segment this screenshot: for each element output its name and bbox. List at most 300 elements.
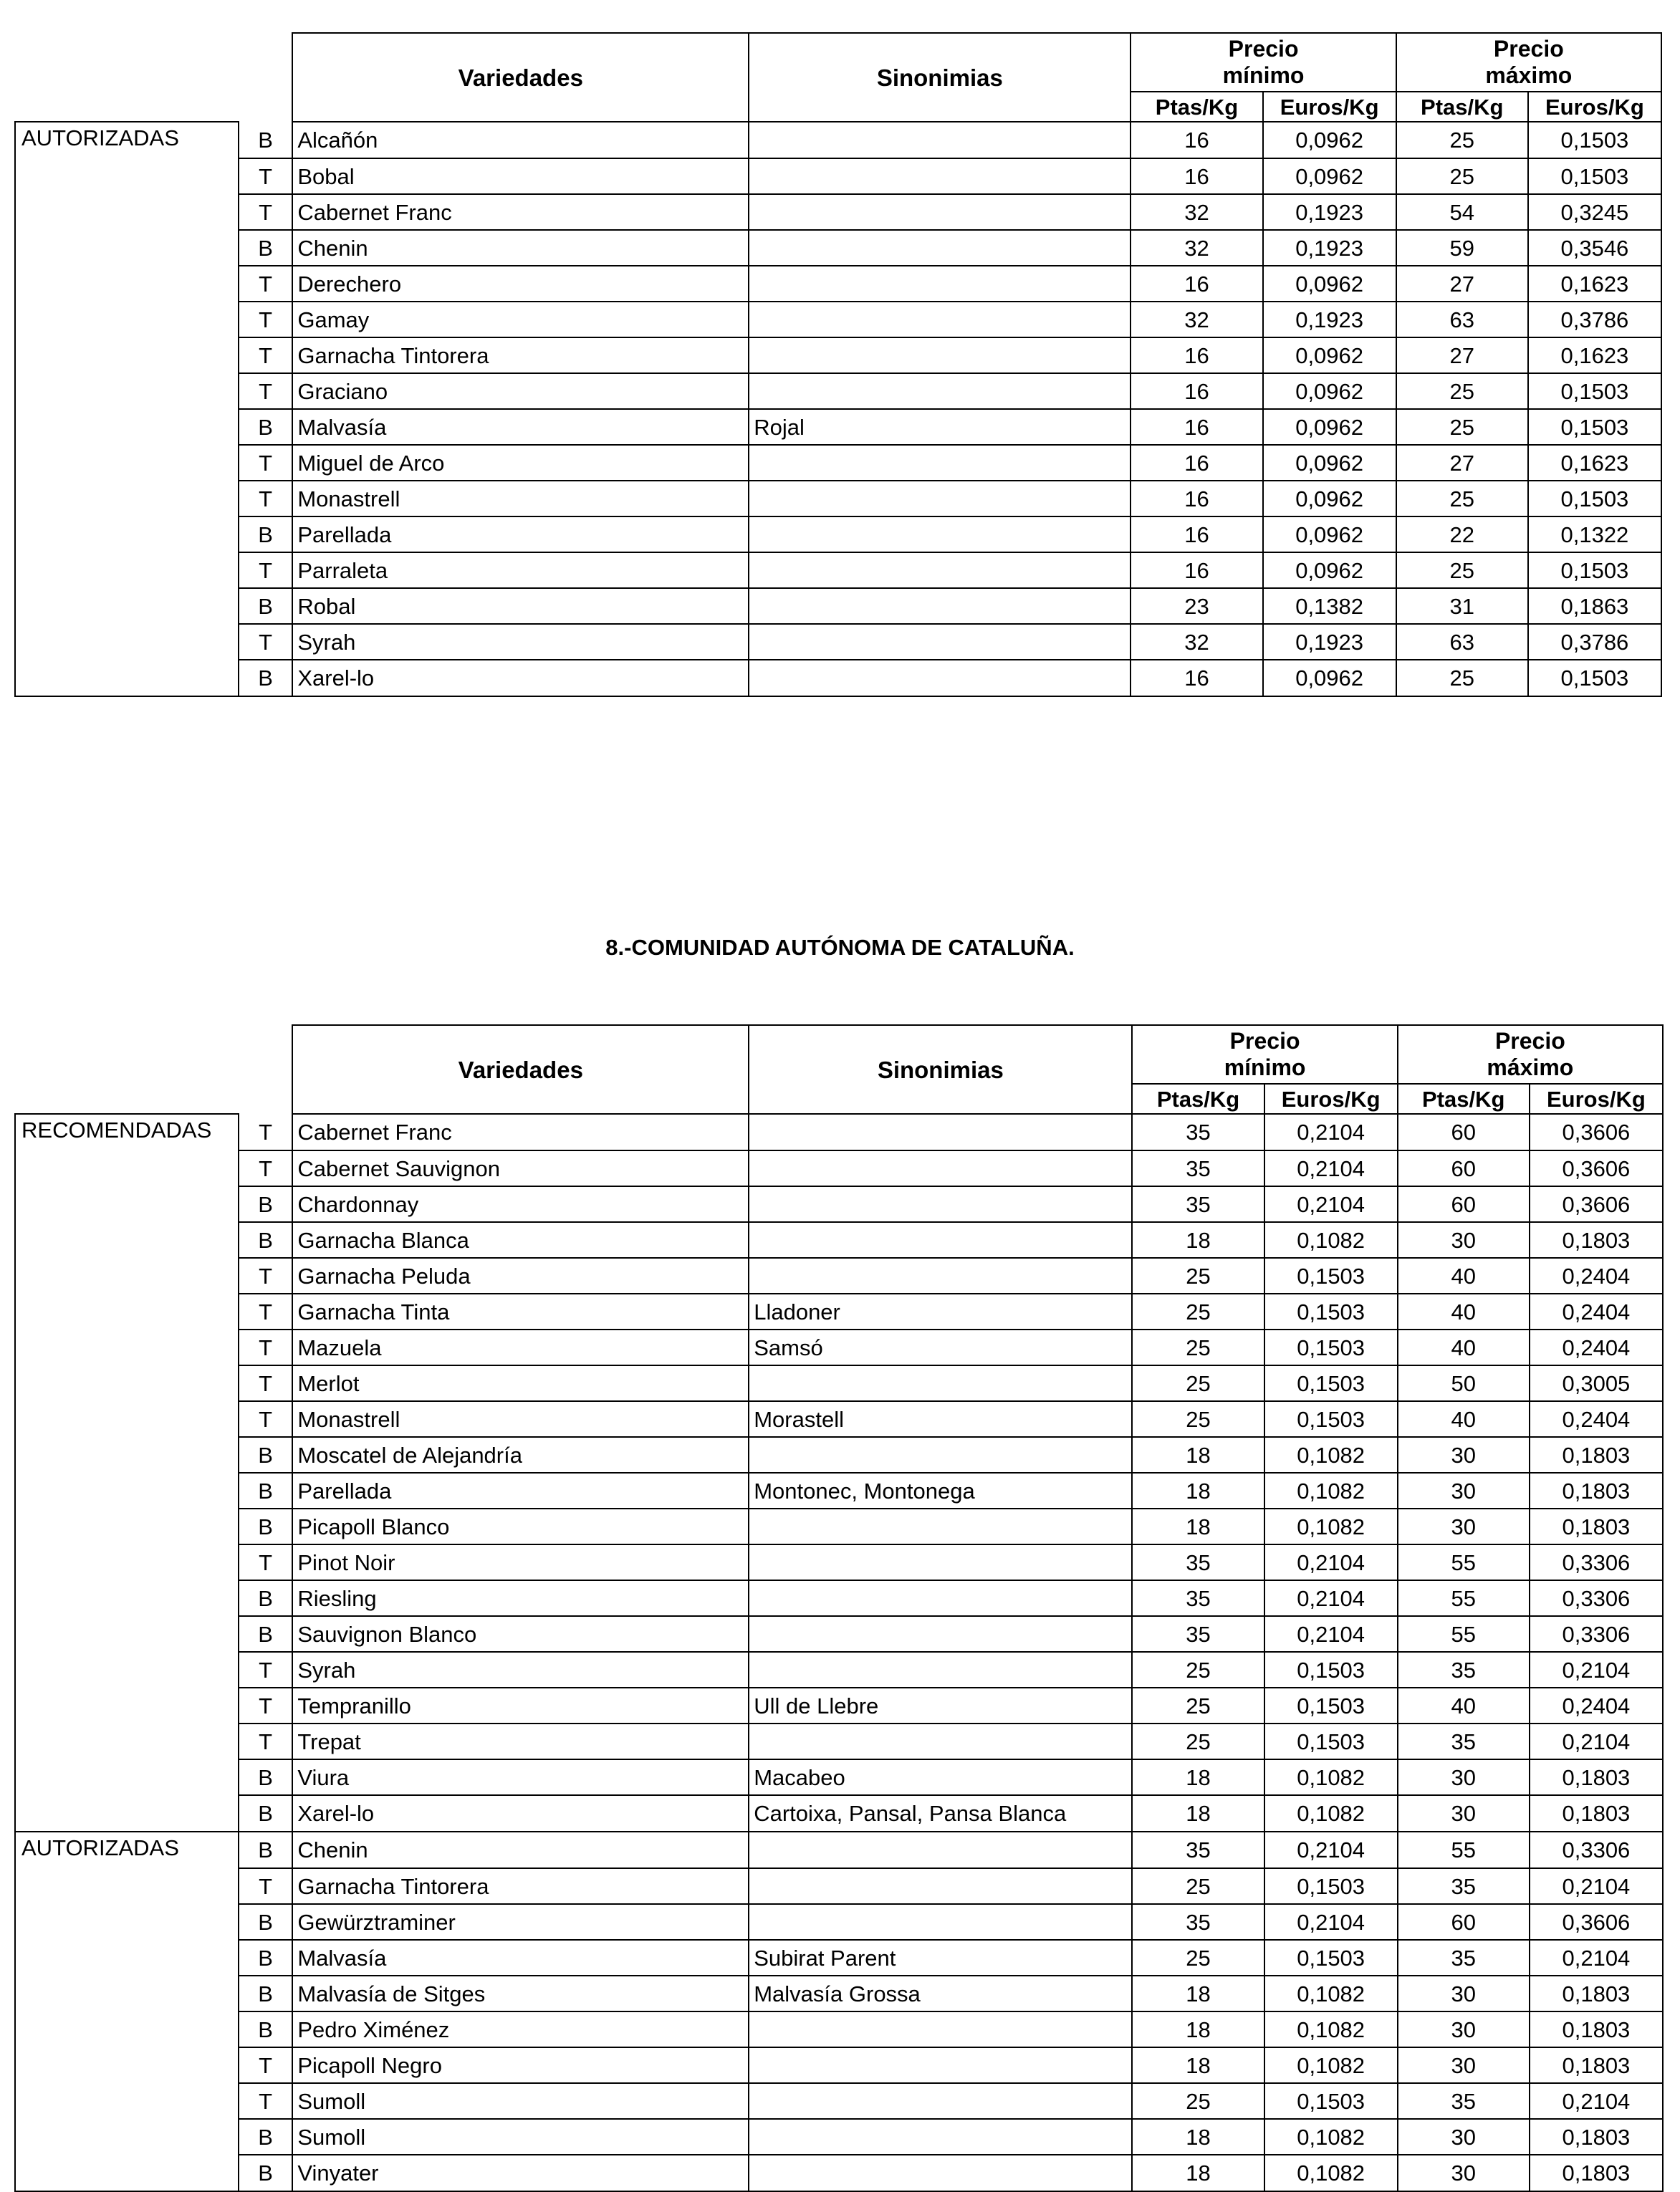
color-cell: T	[239, 1150, 292, 1186]
max-euros-cell: 0,3245	[1528, 194, 1661, 230]
max-ptas-cell: 35	[1398, 1940, 1530, 1976]
group-label	[15, 588, 239, 624]
max-ptas-cell: 30	[1398, 1759, 1530, 1795]
header-sinonimias: Sinonimias	[749, 33, 1131, 122]
min-ptas-cell: 25	[1132, 1868, 1264, 1904]
max-euros-cell: 0,2104	[1530, 2083, 1663, 2119]
min-euros-cell: 0,0962	[1263, 337, 1396, 373]
max-ptas-cell: 25	[1396, 660, 1528, 696]
table-row	[15, 2047, 1663, 2083]
variety-cell: Tempranillo	[292, 1688, 749, 1724]
group-label	[15, 1473, 239, 1509]
header-min-ptas: Ptas/Kg	[1131, 92, 1262, 122]
synonym-cell	[749, 481, 1131, 516]
group-label	[15, 1509, 239, 1544]
max-ptas-cell: 25	[1396, 481, 1528, 516]
synonym-cell	[749, 588, 1131, 624]
synonym-cell	[749, 445, 1131, 481]
table-row	[15, 1437, 1663, 1473]
section-title: 8.-COMUNIDAD AUTÓNOMA DE CATALUÑA.	[605, 935, 1075, 960]
max-euros-cell: 0,3306	[1530, 1544, 1663, 1580]
table-row	[15, 660, 1661, 696]
group-label	[15, 1616, 239, 1652]
min-euros-cell: 0,1503	[1264, 1868, 1398, 1904]
group-label	[15, 1652, 239, 1688]
max-ptas-cell: 25	[1396, 158, 1528, 194]
max-ptas-cell: 25	[1396, 409, 1528, 445]
max-ptas-cell: 40	[1398, 1294, 1530, 1330]
variety-cell: Graciano	[292, 373, 749, 409]
color-cell: B	[239, 2119, 292, 2155]
synonym-cell	[749, 230, 1131, 266]
min-ptas-cell: 32	[1131, 624, 1262, 660]
min-euros-cell: 0,1082	[1264, 2047, 1398, 2083]
synonym-cell	[749, 1724, 1132, 1759]
variety-cell: Robal	[292, 588, 749, 624]
variety-cell: Picapoll Blanco	[292, 1509, 749, 1544]
group-label	[15, 1759, 239, 1795]
max-euros-cell: 0,2104	[1530, 1940, 1663, 1976]
max-euros-cell: 0,1803	[1530, 2155, 1663, 2191]
table-body	[15, 1114, 1663, 2191]
variety-cell: Garnacha Peluda	[292, 1258, 749, 1294]
max-ptas-cell: 30	[1398, 1222, 1530, 1258]
min-ptas-cell: 16	[1131, 158, 1262, 194]
table-row	[15, 1868, 1663, 1904]
max-ptas-cell: 60	[1398, 1904, 1530, 1940]
group-label	[15, 194, 239, 230]
color-cell: T	[239, 552, 292, 588]
max-ptas-cell: 35	[1398, 2083, 1530, 2119]
max-euros-cell: 0,1803	[1530, 2119, 1663, 2155]
max-ptas-cell: 55	[1398, 1832, 1530, 1868]
max-ptas-cell: 35	[1398, 1724, 1530, 1759]
min-euros-cell: 0,1503	[1264, 1294, 1398, 1330]
max-euros-cell: 0,3786	[1528, 624, 1661, 660]
min-ptas-cell: 16	[1131, 337, 1262, 373]
group-label	[15, 2011, 239, 2047]
variety-cell: Syrah	[292, 624, 749, 660]
synonym-cell: Macabeo	[749, 1759, 1132, 1795]
max-ptas-cell: 30	[1398, 1509, 1530, 1544]
synonym-cell	[749, 2083, 1132, 2119]
table-row	[15, 1258, 1663, 1294]
min-euros-cell: 0,1382	[1263, 588, 1396, 624]
color-cell: T	[239, 302, 292, 337]
group-label	[15, 1724, 239, 1759]
max-ptas-cell: 40	[1398, 1258, 1530, 1294]
synonym-cell	[749, 194, 1131, 230]
table-row	[15, 1222, 1663, 1258]
header-precio-minimo: Precio mínimo	[1132, 1025, 1397, 1084]
color-cell: B	[239, 1616, 292, 1652]
header-precio-minimo: Precio mínimo	[1131, 33, 1396, 92]
min-ptas-cell: 25	[1132, 1401, 1264, 1437]
variety-cell: Mazuela	[292, 1330, 749, 1365]
max-ptas-cell: 30	[1398, 2047, 1530, 2083]
color-cell: T	[239, 337, 292, 373]
table-row	[15, 588, 1661, 624]
min-euros-cell: 0,1923	[1263, 624, 1396, 660]
table-row	[15, 1114, 1663, 1150]
min-euros-cell: 0,1923	[1263, 302, 1396, 337]
min-euros-cell: 0,1503	[1264, 1401, 1398, 1437]
variety-cell: Garnacha Tinta	[292, 1294, 749, 1330]
table-row	[15, 1652, 1663, 1688]
table-row	[15, 1186, 1663, 1222]
min-ptas-cell: 23	[1131, 588, 1262, 624]
color-cell: B	[239, 122, 292, 158]
header-max-euros: Euros/Kg	[1530, 1084, 1663, 1114]
variety-cell: Riesling	[292, 1580, 749, 1616]
max-euros-cell: 0,1322	[1528, 516, 1661, 552]
min-euros-cell: 0,1082	[1264, 2119, 1398, 2155]
min-euros-cell: 0,1082	[1264, 1437, 1398, 1473]
max-ptas-cell: 22	[1396, 516, 1528, 552]
variety-cell: Alcañón	[292, 122, 749, 158]
max-ptas-cell: 55	[1398, 1580, 1530, 1616]
max-ptas-cell: 63	[1396, 624, 1528, 660]
min-ptas-cell: 18	[1132, 1509, 1264, 1544]
min-ptas-cell: 16	[1131, 409, 1262, 445]
min-ptas-cell: 16	[1131, 445, 1262, 481]
max-euros-cell: 0,2404	[1530, 1294, 1663, 1330]
group-label	[15, 1868, 239, 1904]
min-ptas-cell: 18	[1132, 2155, 1264, 2191]
color-cell: T	[239, 624, 292, 660]
table-row	[15, 230, 1661, 266]
color-cell: T	[239, 1688, 292, 1724]
min-ptas-cell: 16	[1131, 373, 1262, 409]
variety-cell: Chardonnay	[292, 1186, 749, 1222]
max-ptas-cell: 54	[1396, 194, 1528, 230]
min-euros-cell: 0,1503	[1264, 1940, 1398, 1976]
header-max-ptas: Ptas/Kg	[1396, 92, 1528, 122]
max-euros-cell: 0,3786	[1528, 302, 1661, 337]
table-row	[15, 552, 1661, 588]
table-row	[15, 1759, 1663, 1795]
synonym-cell	[749, 624, 1131, 660]
max-euros-cell: 0,1623	[1528, 445, 1661, 481]
variety-cell: Cabernet Sauvignon	[292, 1150, 749, 1186]
synonym-cell	[749, 1222, 1132, 1258]
min-euros-cell: 0,1503	[1264, 1724, 1398, 1759]
header-min-euros: Euros/Kg	[1263, 92, 1396, 122]
table-row	[15, 1365, 1663, 1401]
color-cell: T	[239, 2047, 292, 2083]
group-label	[15, 1258, 239, 1294]
synonym-cell	[749, 1186, 1132, 1222]
table-row	[15, 1473, 1663, 1509]
group-label	[15, 1330, 239, 1365]
group-label	[15, 1365, 239, 1401]
min-euros-cell: 0,0962	[1263, 516, 1396, 552]
color-cell: B	[239, 1437, 292, 1473]
max-euros-cell: 0,3546	[1528, 230, 1661, 266]
table-row	[15, 1509, 1663, 1544]
table-row	[15, 2011, 1663, 2047]
table-row	[15, 2119, 1663, 2155]
synonym-cell: Ull de Llebre	[749, 1688, 1132, 1724]
table-row	[15, 1294, 1663, 1330]
min-ptas-cell: 25	[1132, 1688, 1264, 1724]
synonym-cell	[749, 158, 1131, 194]
max-ptas-cell: 30	[1398, 2155, 1530, 2191]
table-row	[15, 373, 1661, 409]
variety-cell: Pinot Noir	[292, 1544, 749, 1580]
variety-cell: Sumoll	[292, 2119, 749, 2155]
max-euros-cell: 0,2404	[1530, 1401, 1663, 1437]
min-euros-cell: 0,0962	[1263, 445, 1396, 481]
max-ptas-cell: 63	[1396, 302, 1528, 337]
min-ptas-cell: 35	[1132, 1114, 1264, 1150]
min-ptas-cell: 16	[1131, 266, 1262, 302]
group-label	[15, 1688, 239, 1724]
color-cell: T	[239, 1401, 292, 1437]
variety-cell: Monastrell	[292, 1401, 749, 1437]
table-row	[15, 445, 1661, 481]
header-precio-maximo: Precio máximo	[1398, 1025, 1663, 1084]
synonym-cell	[749, 373, 1131, 409]
color-cell: T	[239, 2083, 292, 2119]
variety-cell: Miguel de Arco	[292, 445, 749, 481]
min-euros-cell: 0,1503	[1264, 2083, 1398, 2119]
header-variedades: Variedades	[292, 1025, 749, 1114]
max-ptas-cell: 40	[1398, 1401, 1530, 1437]
min-ptas-cell: 18	[1132, 1759, 1264, 1795]
variety-cell: Cabernet Franc	[292, 194, 749, 230]
min-euros-cell: 0,2104	[1264, 1150, 1398, 1186]
table-row	[15, 1904, 1663, 1940]
variety-cell: Viura	[292, 1759, 749, 1795]
table-row	[15, 1580, 1663, 1616]
variety-cell: Parellada	[292, 1473, 749, 1509]
min-ptas-cell: 25	[1132, 1724, 1264, 1759]
min-euros-cell: 0,2104	[1264, 1114, 1398, 1150]
min-ptas-cell: 35	[1132, 1580, 1264, 1616]
min-ptas-cell: 32	[1131, 194, 1262, 230]
group-label	[15, 2083, 239, 2119]
color-cell: B	[239, 1976, 292, 2011]
synonym-cell: Cartoixa, Pansal, Pansa Blanca	[749, 1795, 1132, 1832]
min-ptas-cell: 35	[1132, 1904, 1264, 1940]
min-euros-cell: 0,1503	[1264, 1688, 1398, 1724]
max-ptas-cell: 55	[1398, 1616, 1530, 1652]
color-cell: B	[239, 588, 292, 624]
min-euros-cell: 0,1082	[1264, 1509, 1398, 1544]
min-ptas-cell: 16	[1131, 552, 1262, 588]
synonym-cell: Malvasía Grossa	[749, 1976, 1132, 2011]
max-ptas-cell: 35	[1398, 1652, 1530, 1688]
max-euros-cell: 0,1503	[1528, 122, 1661, 158]
table-row	[15, 624, 1661, 660]
variety-cell: Vinyater	[292, 2155, 749, 2191]
min-euros-cell: 0,0962	[1263, 409, 1396, 445]
max-ptas-cell: 27	[1396, 337, 1528, 373]
max-ptas-cell: 30	[1398, 2119, 1530, 2155]
header-max-ptas: Ptas/Kg	[1398, 1084, 1530, 1114]
synonym-cell	[749, 516, 1131, 552]
min-euros-cell: 0,1082	[1264, 1759, 1398, 1795]
min-ptas-cell: 18	[1132, 2119, 1264, 2155]
color-cell: B	[239, 1904, 292, 1940]
variety-cell: Xarel-lo	[292, 660, 749, 696]
group-label	[15, 1580, 239, 1616]
min-ptas-cell: 35	[1132, 1616, 1264, 1652]
min-euros-cell: 0,1503	[1264, 1330, 1398, 1365]
synonym-cell: Lladoner	[749, 1294, 1132, 1330]
variety-cell: Derechero	[292, 266, 749, 302]
color-cell: T	[239, 373, 292, 409]
variety-cell: Monastrell	[292, 481, 749, 516]
min-ptas-cell: 25	[1132, 1294, 1264, 1330]
max-euros-cell: 0,2104	[1530, 1652, 1663, 1688]
max-euros-cell: 0,1503	[1528, 481, 1661, 516]
min-euros-cell: 0,1503	[1264, 1365, 1398, 1401]
color-cell: B	[239, 660, 292, 696]
max-ptas-cell: 30	[1398, 1795, 1530, 1832]
min-euros-cell: 0,0962	[1263, 266, 1396, 302]
synonym-cell	[749, 1904, 1132, 1940]
min-euros-cell: 0,0962	[1263, 552, 1396, 588]
variety-cell: Chenin	[292, 1832, 749, 1868]
max-euros-cell: 0,1503	[1528, 552, 1661, 588]
color-cell: B	[239, 1832, 292, 1868]
group-label	[15, 1904, 239, 1940]
color-cell: B	[239, 1795, 292, 1832]
color-cell: B	[239, 1186, 292, 1222]
synonym-cell	[749, 552, 1131, 588]
synonym-cell	[749, 1868, 1132, 1904]
table-row	[15, 481, 1661, 516]
variety-cell: Parraleta	[292, 552, 749, 588]
table-row	[15, 2083, 1663, 2119]
color-cell: B	[239, 1509, 292, 1544]
group-label	[15, 1795, 239, 1832]
min-ptas-cell: 18	[1132, 1222, 1264, 1258]
color-cell: B	[239, 1759, 292, 1795]
table-row	[15, 302, 1661, 337]
min-ptas-cell: 25	[1132, 1940, 1264, 1976]
header-min-ptas: Ptas/Kg	[1132, 1084, 1264, 1114]
synonym-cell	[749, 2047, 1132, 2083]
variety-cell: Garnacha Tintorera	[292, 1868, 749, 1904]
max-ptas-cell: 31	[1396, 588, 1528, 624]
max-ptas-cell: 27	[1396, 266, 1528, 302]
synonym-cell	[749, 302, 1131, 337]
table-row	[15, 1688, 1663, 1724]
color-cell: T	[239, 1652, 292, 1688]
min-euros-cell: 0,0962	[1263, 122, 1396, 158]
min-euros-cell: 0,1923	[1263, 194, 1396, 230]
min-ptas-cell: 32	[1131, 302, 1262, 337]
color-cell: T	[239, 1294, 292, 1330]
min-ptas-cell: 32	[1131, 230, 1262, 266]
color-cell: T	[239, 1258, 292, 1294]
color-cell: B	[239, 2155, 292, 2191]
variety-cell: Gewürztraminer	[292, 1904, 749, 1940]
max-euros-cell: 0,3606	[1530, 1904, 1663, 1940]
group-label	[15, 1940, 239, 1976]
min-euros-cell: 0,0962	[1263, 373, 1396, 409]
max-euros-cell: 0,1503	[1528, 409, 1661, 445]
max-euros-cell: 0,3306	[1530, 1832, 1663, 1868]
variety-cell: Gamay	[292, 302, 749, 337]
variety-cell: Syrah	[292, 1652, 749, 1688]
max-ptas-cell: 50	[1398, 1365, 1530, 1401]
max-euros-cell: 0,1803	[1530, 1509, 1663, 1544]
min-ptas-cell: 35	[1132, 1544, 1264, 1580]
group-label	[15, 481, 239, 516]
color-cell: T	[239, 1330, 292, 1365]
synonym-cell	[749, 2155, 1132, 2191]
group-label	[15, 1976, 239, 2011]
table-row	[15, 516, 1661, 552]
min-euros-cell: 0,1503	[1264, 1258, 1398, 1294]
synonym-cell	[749, 1616, 1132, 1652]
min-ptas-cell: 35	[1132, 1186, 1264, 1222]
min-ptas-cell: 25	[1132, 1258, 1264, 1294]
group-label	[15, 1294, 239, 1330]
group-label	[15, 660, 239, 696]
header-sinonimias: Sinonimias	[749, 1025, 1132, 1114]
variety-cell: Sumoll	[292, 2083, 749, 2119]
max-euros-cell: 0,2104	[1530, 1868, 1663, 1904]
synonym-cell	[749, 1437, 1132, 1473]
max-euros-cell: 0,1863	[1528, 588, 1661, 624]
group-label	[15, 2155, 239, 2191]
color-cell: T	[239, 158, 292, 194]
max-euros-cell: 0,1503	[1528, 660, 1661, 696]
max-euros-cell: 0,1803	[1530, 1473, 1663, 1509]
color-cell: B	[239, 2011, 292, 2047]
color-cell: B	[239, 1940, 292, 1976]
group-label	[15, 1186, 239, 1222]
max-euros-cell: 0,3606	[1530, 1114, 1663, 1150]
variety-cell: Pedro Ximénez	[292, 2011, 749, 2047]
min-ptas-cell: 35	[1132, 1832, 1264, 1868]
color-cell: B	[239, 516, 292, 552]
variety-cell: Cabernet Franc	[292, 1114, 749, 1150]
min-ptas-cell: 16	[1131, 481, 1262, 516]
group-label	[15, 552, 239, 588]
table-row	[15, 1616, 1663, 1652]
varieties-table-aragon	[14, 32, 1662, 697]
max-euros-cell: 0,1803	[1530, 1759, 1663, 1795]
max-ptas-cell: 25	[1396, 552, 1528, 588]
min-euros-cell: 0,2104	[1264, 1544, 1398, 1580]
synonym-cell	[749, 2011, 1132, 2047]
min-ptas-cell: 25	[1132, 1652, 1264, 1688]
group-label	[15, 158, 239, 194]
variety-cell: Malvasía de Sitges	[292, 1976, 749, 2011]
min-ptas-cell: 18	[1132, 2011, 1264, 2047]
table-row	[15, 266, 1661, 302]
table-row	[15, 1330, 1663, 1365]
group-label	[15, 266, 239, 302]
group-label	[15, 409, 239, 445]
color-cell: B	[239, 1580, 292, 1616]
group-label	[15, 373, 239, 409]
variety-cell: Garnacha Blanca	[292, 1222, 749, 1258]
table-row	[15, 122, 1661, 158]
min-ptas-cell: 18	[1132, 1976, 1264, 2011]
variety-cell: Malvasía	[292, 409, 749, 445]
min-ptas-cell: 18	[1132, 2047, 1264, 2083]
min-ptas-cell: 35	[1132, 1150, 1264, 1186]
group-label	[15, 337, 239, 373]
max-euros-cell: 0,3306	[1530, 1616, 1663, 1652]
